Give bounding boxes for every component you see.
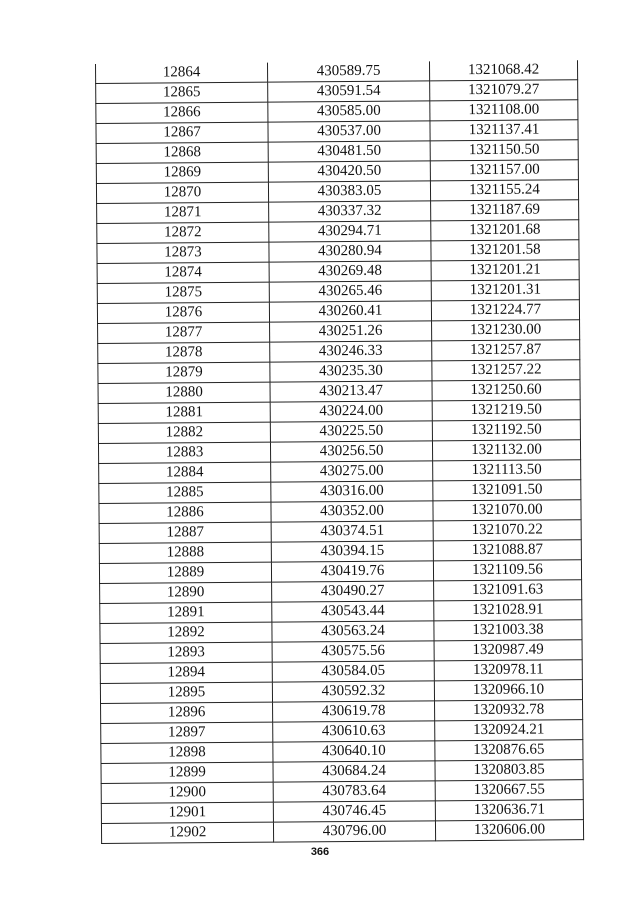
y-coordinate-cell: 1320987.49: [434, 640, 582, 661]
point-number-cell: 12899: [101, 762, 273, 783]
y-coordinate-cell: 1321219.50: [432, 400, 580, 421]
x-coordinate-cell: 430224.00: [270, 401, 432, 422]
x-coordinate-cell: 430225.50: [270, 421, 432, 442]
x-coordinate-cell: 430746.45: [273, 801, 435, 822]
point-number-cell: 12900: [101, 782, 273, 803]
x-coordinate-cell: 430420.50: [268, 161, 430, 182]
point-number-cell: 12885: [99, 482, 271, 503]
point-number-cell: 12871: [97, 202, 269, 223]
x-coordinate-cell: 430591.54: [268, 81, 430, 102]
point-number-cell: 12869: [96, 162, 268, 183]
x-coordinate-cell: 430251.26: [270, 321, 432, 342]
x-coordinate-cell: 430592.32: [272, 681, 434, 702]
point-number-cell: 12888: [99, 542, 271, 563]
x-coordinate-cell: 430256.50: [270, 441, 432, 462]
x-coordinate-cell: 430585.00: [268, 101, 430, 122]
point-number-cell: 12867: [96, 122, 268, 143]
coordinate-table-body: [95, 60, 583, 843]
point-number-cell: 12892: [100, 622, 272, 643]
y-coordinate-cell: 1320978.11: [434, 660, 582, 681]
point-number-cell: 12893: [100, 642, 272, 663]
y-coordinate-cell: 1321132.00: [432, 440, 580, 461]
x-coordinate-cell: 430619.78: [273, 701, 435, 722]
x-coordinate-cell: 430246.33: [270, 341, 432, 362]
x-coordinate-cell: 430374.51: [271, 521, 433, 542]
y-coordinate-cell: 1321079.27: [430, 80, 578, 101]
point-number-cell: 12901: [101, 802, 273, 823]
y-coordinate-cell: 1321224.77: [431, 300, 579, 321]
point-number-cell: 12891: [100, 602, 272, 623]
y-coordinate-cell: 1321257.22: [432, 360, 580, 381]
y-coordinate-cell: 1321137.41: [430, 120, 578, 141]
y-coordinate-cell: 1321108.00: [430, 100, 578, 121]
point-number-cell: 12878: [98, 342, 270, 363]
point-number-cell: 12896: [101, 702, 273, 723]
coordinate-table: [95, 60, 584, 844]
y-coordinate-cell: 1321028.91: [434, 600, 582, 621]
y-coordinate-cell: 1320606.00: [435, 820, 583, 841]
x-coordinate-cell: 430537.00: [268, 121, 430, 142]
y-coordinate-cell: 1320932.78: [435, 700, 583, 721]
x-coordinate-cell: 430481.50: [268, 141, 430, 162]
y-coordinate-cell: 1321091.63: [434, 580, 582, 601]
x-coordinate-cell: 430684.24: [273, 761, 435, 782]
y-coordinate-cell: 1321003.38: [434, 620, 582, 641]
point-number-cell: 12879: [98, 362, 270, 383]
x-coordinate-cell: 430294.71: [269, 221, 431, 242]
y-coordinate-cell: 1321187.69: [431, 200, 579, 221]
y-coordinate-cell: 1321192.50: [432, 420, 580, 441]
x-coordinate-cell: 430584.05: [272, 661, 434, 682]
x-coordinate-cell: 430575.56: [272, 641, 434, 662]
y-coordinate-cell: 1321250.60: [432, 380, 580, 401]
y-coordinate-cell: 1321201.31: [431, 280, 579, 301]
y-coordinate-cell: 1321150.50: [430, 140, 578, 161]
y-coordinate-cell: 1321201.21: [431, 260, 579, 281]
point-number-cell: 12884: [99, 462, 271, 483]
x-coordinate-cell: 430337.32: [269, 201, 431, 222]
point-number-cell: 12870: [96, 182, 268, 203]
y-coordinate-cell: 1321230.00: [432, 320, 580, 341]
point-number-cell: 12898: [101, 742, 273, 763]
point-number-cell: 12873: [97, 242, 269, 263]
point-number-cell: 12886: [99, 502, 271, 523]
y-coordinate-cell: 1321109.56: [433, 560, 581, 581]
x-coordinate-cell: 430783.64: [273, 781, 435, 802]
y-coordinate-cell: 1321155.24: [430, 180, 578, 201]
point-number-cell: 12887: [99, 522, 271, 543]
y-coordinate-cell: 1321257.87: [432, 340, 580, 361]
x-coordinate-cell: 430269.48: [269, 261, 431, 282]
y-coordinate-cell: 1321201.58: [431, 240, 579, 261]
point-number-cell: 12876: [97, 302, 269, 323]
point-number-cell: 12890: [100, 582, 272, 603]
page-number: 366: [310, 846, 330, 858]
x-coordinate-cell: 430490.27: [272, 581, 434, 602]
point-number-cell: 12865: [96, 82, 268, 103]
point-number-cell: 12866: [96, 102, 268, 123]
point-number-cell: 12877: [98, 322, 270, 343]
y-coordinate-cell: 1320924.21: [435, 720, 583, 741]
point-number-cell: 12874: [97, 262, 269, 283]
point-number-cell: 12883: [98, 442, 270, 463]
point-number-cell: 12864: [95, 63, 267, 84]
x-coordinate-cell: 430563.24: [272, 621, 434, 642]
x-coordinate-cell: 430352.00: [271, 501, 433, 522]
x-coordinate-cell: 430610.63: [273, 721, 435, 742]
y-coordinate-cell: 1321157.00: [430, 160, 578, 181]
x-coordinate-cell: 430543.44: [272, 601, 434, 622]
y-coordinate-cell: 1320966.10: [434, 680, 582, 701]
point-number-cell: 12872: [97, 222, 269, 243]
y-coordinate-cell: 1321088.87: [433, 540, 581, 561]
table-row: [101, 820, 583, 844]
point-number-cell: 12889: [99, 562, 271, 583]
x-coordinate-cell: 430640.10: [273, 741, 435, 762]
x-coordinate-cell: 430280.94: [269, 241, 431, 262]
y-coordinate-cell: 1320667.55: [435, 780, 583, 801]
x-coordinate-cell: 430275.00: [271, 461, 433, 482]
point-number-cell: 12902: [101, 822, 273, 843]
point-number-cell: 12897: [101, 722, 273, 743]
x-coordinate-cell: 430394.15: [271, 541, 433, 562]
x-coordinate-cell: 430260.41: [269, 301, 431, 322]
y-coordinate-cell: 1321070.22: [433, 520, 581, 541]
y-coordinate-cell: 1320876.65: [435, 740, 583, 761]
point-number-cell: 12881: [98, 402, 270, 423]
x-coordinate-cell: 430383.05: [268, 181, 430, 202]
y-coordinate-cell: 1321201.68: [431, 220, 579, 241]
y-coordinate-cell: 1320803.85: [435, 760, 583, 781]
y-coordinate-cell: 1321091.50: [433, 480, 581, 501]
x-coordinate-cell: 430796.00: [273, 821, 435, 842]
y-coordinate-cell: 1321113.50: [433, 460, 581, 481]
x-coordinate-cell: 430235.30: [270, 361, 432, 382]
y-coordinate-cell: 1321070.00: [433, 500, 581, 521]
x-coordinate-cell: 430213.47: [270, 381, 432, 402]
point-number-cell: 12868: [96, 142, 268, 163]
y-coordinate-cell: 1321068.42: [429, 60, 577, 81]
x-coordinate-cell: 430316.00: [271, 481, 433, 502]
point-number-cell: 12880: [98, 382, 270, 403]
y-coordinate-cell: 1320636.71: [435, 800, 583, 821]
x-coordinate-cell: 430265.46: [269, 281, 431, 302]
point-number-cell: 12875: [97, 282, 269, 303]
x-coordinate-cell: 430589.75: [267, 61, 429, 82]
point-number-cell: 12895: [100, 682, 272, 703]
point-number-cell: 12894: [100, 662, 272, 683]
x-coordinate-cell: 430419.76: [271, 561, 433, 582]
point-number-cell: 12882: [98, 422, 270, 443]
